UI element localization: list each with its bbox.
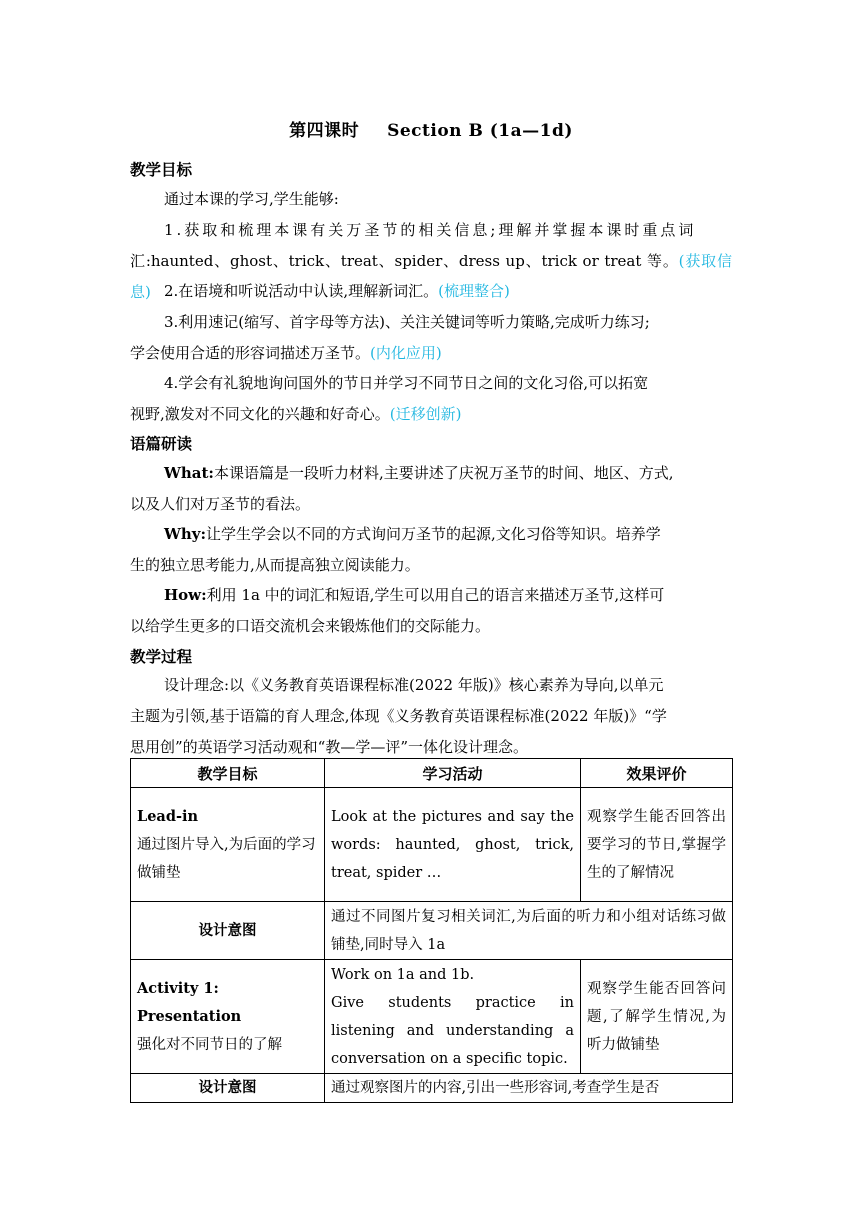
title-cn: 第四课时 [289, 121, 360, 141]
cell-intent-label: 设计意图 [131, 1074, 325, 1103]
goals-intro: 通过本课的学习,学生能够: [164, 190, 339, 208]
goal-tag-2: (梳理整合) [438, 282, 510, 300]
cell-intent-text: 通过观察图片的内容,引出一些形容词,考查学生是否 [325, 1074, 733, 1103]
cell-activity: Work on 1a and 1b. Give students practice in listening and understanding a conversation on a specific topic. [325, 960, 581, 1074]
reading-heading: 语篇研读 [130, 435, 193, 453]
goal-tag-1: (获取信息) [130, 252, 732, 301]
lesson-plan-table [130, 758, 733, 1103]
col-header-activity: 学习活动 [325, 759, 581, 788]
table-row [131, 788, 733, 902]
reading-why: Why:让学生学会以不同的方式询问万圣节的起源,文化习俗等知识。培养学 生的独立思考能力,从而提高独立阅读能力。 [130, 525, 661, 574]
col-header-eval: 效果评价 [581, 759, 733, 788]
reading-what: What:本课语篇是一段听力材料,主要讲述了庆祝万圣节的时间、地区、方式, 以及人们对万圣节的看法。 [130, 464, 674, 513]
cell-goal: Lead-in 通过图片导入,为后面的学习做铺垫 [131, 788, 325, 902]
design-concept: 设计理念:以《义务教育英语课程标准(2022 年版)》核心素养为导向,以单元 主题为引领,基于语篇的育人理念,体现《义务教育英语课程标准(2022 年版)》“学 思用创”的英语学习活动观和“教—学—评”一体化设计理念。 [130, 676, 667, 756]
cell-eval: 观察学生能否回答出要学习的节日,掌握学生的了解情况 [581, 788, 733, 902]
table-row-intent [131, 902, 733, 960]
goal-item-3: 3.利用速记(缩写、首字母等方法)、关注关键词等听力策略,完成听力练习; 学会使用合适的形容词描述万圣节。(内化应用) [130, 313, 650, 362]
cell-goal: Activity 1: Presentation 强化对不同节日的了解 [131, 960, 325, 1074]
goal-item-1: 1.获取和梳理本课有关万圣节的相关信息;理解并掌握本课时重点词 汇:haunted、ghost、trick、treat、spider、dress up、trick or treat 等。(获取信息) [130, 221, 732, 301]
process-heading: 教学过程 [130, 648, 193, 666]
title-en: Section B (1a—1d) [387, 121, 573, 141]
col-header-goal: 教学目标 [131, 759, 325, 788]
lesson-title [130, 116, 732, 141]
reading-how: How:利用 1a 中的词汇和短语,学生可以用自己的语言来描述万圣节,这样可 以给学生更多的口语交流机会来锻炼他们的交际能力。 [130, 586, 665, 635]
cell-eval: 观察学生能否回答问题,了解学生情况,为听力做铺垫 [581, 960, 733, 1074]
goal-item-2: 2.在语境和听说活动中认读,理解新词汇。(梳理整合) [164, 282, 510, 300]
goal-tag-4: (迁移创新) [389, 405, 462, 423]
cell-intent-text: 通过不同图片复习相关词汇,为后面的听力和小组对话练习做铺垫,同时导入 1a [325, 902, 733, 960]
goals-heading: 教学目标 [130, 161, 193, 179]
cell-activity: Look at the pictures and say the words: haunted, ghost, trick, treat, spider … [325, 788, 581, 902]
table-row [131, 960, 733, 1074]
table-row-intent [131, 1074, 733, 1103]
table-header-row [131, 759, 733, 788]
goal-item-4: 4.学会有礼貌地询问国外的节日并学习不同节日之间的文化习俗,可以拓宽 视野,激发对不同文化的兴趣和好奇心。(迁移创新) [130, 374, 649, 423]
goal-tag-3: (内化应用) [370, 344, 442, 362]
cell-intent-label: 设计意图 [131, 902, 325, 960]
